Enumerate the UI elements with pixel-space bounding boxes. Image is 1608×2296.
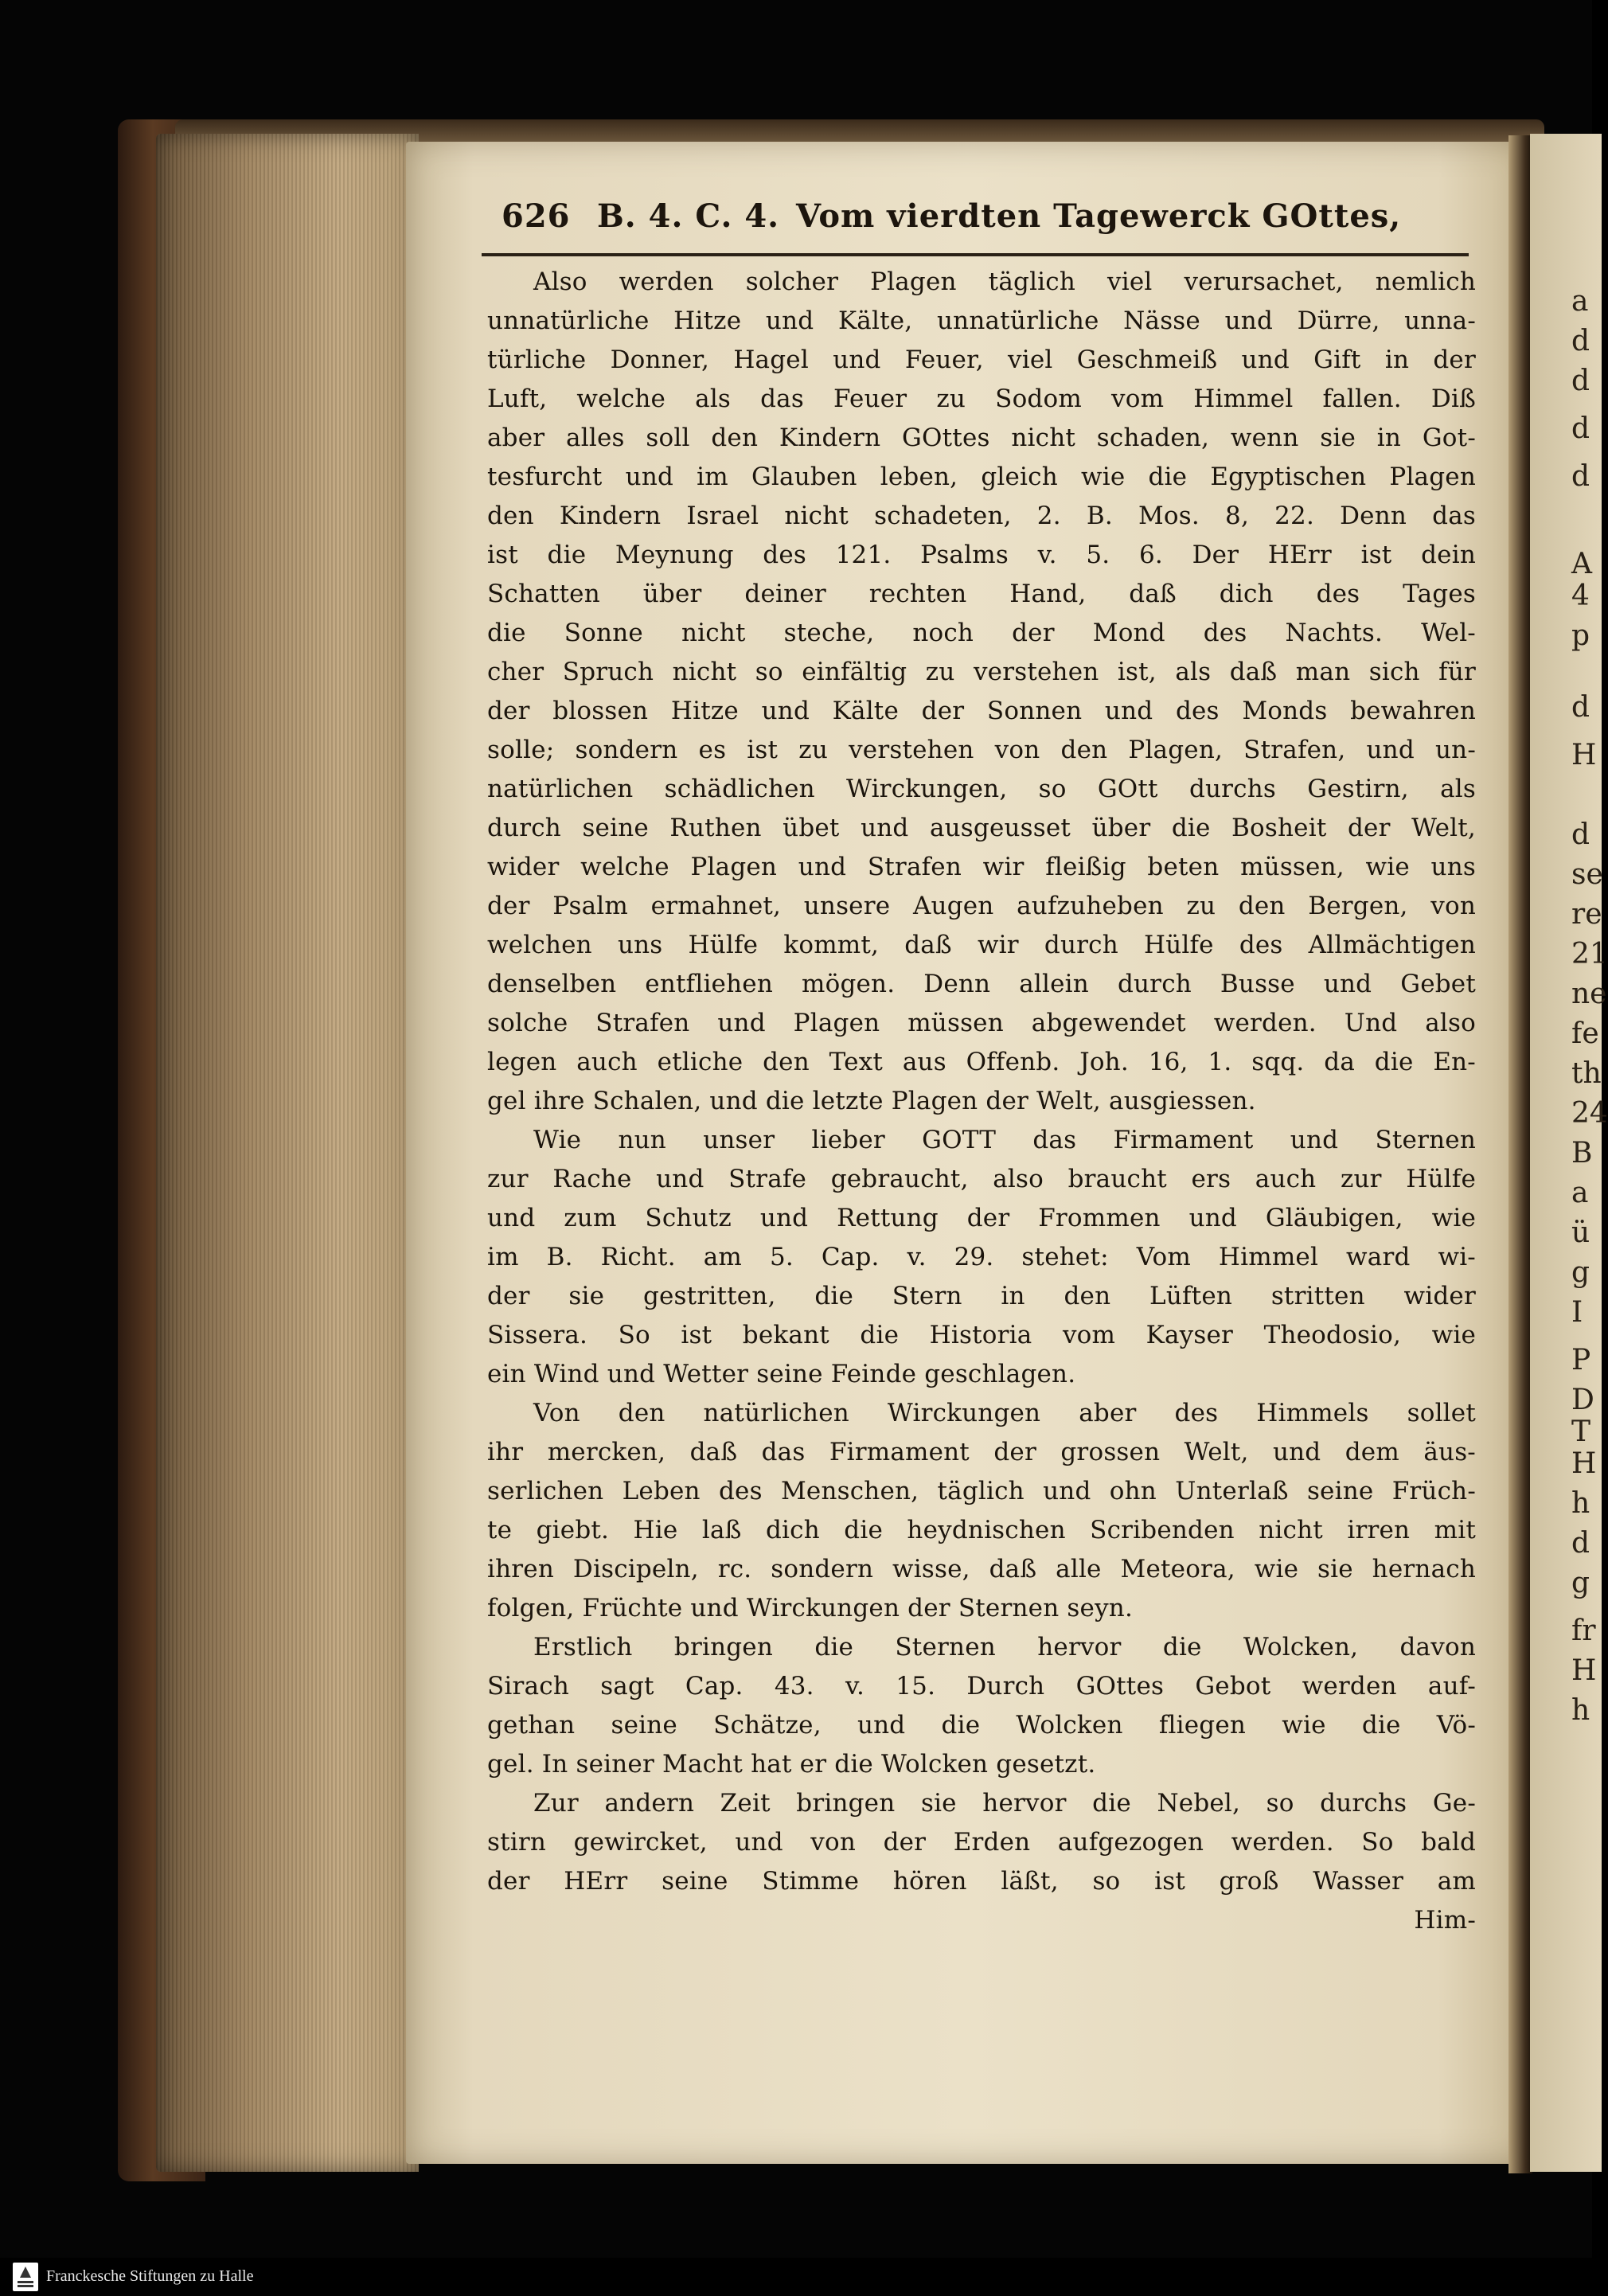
facing-page-fragment: D bbox=[1571, 1384, 1594, 1416]
facing-page-fragment: A bbox=[1571, 548, 1592, 580]
facing-page-fragment: h bbox=[1571, 1487, 1590, 1520]
book-gutter bbox=[1508, 135, 1532, 2173]
text-line: die Sonne nicht steche, noch der Mond des Nachts. Wel- bbox=[487, 619, 1476, 647]
text-line: wider welche Plagen und Strafen wir fleißig beten müssen, wie uns bbox=[487, 853, 1476, 881]
text-line: legen auch etliche den Text aus Offenb. Joh. 16, 1. sqq. da die En- bbox=[487, 1048, 1476, 1076]
facing-page-fragment: H bbox=[1571, 1654, 1597, 1687]
text-line: tesfurcht und im Glauben leben, gleich wie die Egyptischen Plagen bbox=[487, 463, 1476, 491]
footer-bar bbox=[0, 2258, 1592, 2296]
text-line: serlichen Leben des Menschen, täglich und ohn Unterlaß seine Früch- bbox=[487, 1477, 1476, 1505]
catchword: Him- bbox=[1414, 1906, 1476, 1935]
facing-page-fragment: T bbox=[1571, 1415, 1591, 1448]
facing-page-fragment: I bbox=[1571, 1296, 1583, 1329]
text-line: türliche Donner, Hagel und Feuer, viel Geschmeiß und Gift in der bbox=[487, 346, 1476, 374]
text-line: welchen uns Hülfe kommt, daß wir durch Hülfe des Allmächtigen bbox=[487, 931, 1476, 959]
facing-page-fragment: 4 bbox=[1571, 580, 1590, 612]
text-line: cher Spruch nicht so einfältig zu verstehen ist, als daß man sich für bbox=[487, 658, 1476, 686]
text-line: aber alles soll den Kindern GOttes nicht schaden, wenn sie in Got- bbox=[487, 424, 1476, 452]
text-line: gethan seine Schätze, und die Wolcken fliegen wie die Vö- bbox=[487, 1711, 1476, 1740]
text-line: Wie nun unser lieber GOTT das Firmament und Sternen bbox=[533, 1126, 1476, 1154]
facing-page-fragment: h bbox=[1571, 1694, 1590, 1727]
facing-page-fragment: B bbox=[1571, 1137, 1593, 1169]
facing-page-fragment: se bbox=[1571, 858, 1603, 891]
text-line: der sie gestritten, die Stern in den Lüften stritten wider bbox=[487, 1282, 1476, 1310]
institution-name: Franckesche Stiftungen zu Halle bbox=[46, 2267, 254, 2285]
text-line: Sissera. So ist bekant die Historia vom Kayser Theodosio, wie bbox=[487, 1321, 1476, 1349]
head-rule bbox=[482, 253, 1469, 256]
text-line: Zur andern Zeit bringen sie hervor die Nebel, so durchs Ge- bbox=[533, 1789, 1476, 1818]
text-line: stirn gewircket, und von der Erden aufgezogen werden. So bald bbox=[487, 1828, 1476, 1857]
facing-page-fragment: ü bbox=[1571, 1216, 1590, 1249]
facing-page-fragment: 24 bbox=[1571, 1097, 1608, 1130]
text-line: ein Wind und Wetter seine Feinde geschlagen. bbox=[487, 1360, 1076, 1388]
running-title: Vom vierdten Tagewerck GOttes, bbox=[796, 197, 1402, 235]
body-text bbox=[487, 263, 1476, 1940]
text-line: durch seine Ruthen übet und ausgeusset über die Bosheit der Welt, bbox=[487, 814, 1476, 842]
text-line: und zum Schutz und Rettung der Frommen und Gläubigen, wie bbox=[487, 1204, 1476, 1232]
facing-page-fragment: a bbox=[1571, 1177, 1589, 1209]
facing-page-fragment: d bbox=[1571, 412, 1590, 445]
text-line: te giebt. Hie laß dich die heydnischen Scribenden nicht irren mit bbox=[487, 1516, 1476, 1544]
facing-page-fragment: re bbox=[1571, 898, 1602, 931]
page-fore-edge bbox=[156, 134, 419, 2172]
text-line: ist die Meynung des 121. Psalms v. 5. 6. Der HErr ist dein bbox=[487, 541, 1476, 569]
text-line: gel ihre Schalen, und die letzte Plagen der Welt, ausgiessen. bbox=[487, 1087, 1256, 1115]
facing-page-fragment: d bbox=[1571, 691, 1590, 724]
facing-page-fragment: d bbox=[1571, 365, 1590, 397]
text-line: der blossen Hitze und Kälte der Sonnen und des Monds bewahren bbox=[487, 697, 1476, 725]
text-line: gel. In seiner Macht hat er die Wolcken gesetzt. bbox=[487, 1750, 1096, 1779]
facing-page-fragment: d bbox=[1571, 460, 1590, 493]
text-line: Luft, welche als das Feuer zu Sodom vom Himmel fallen. Diß bbox=[487, 385, 1476, 413]
facing-page-fragment: H bbox=[1571, 739, 1597, 771]
running-head bbox=[502, 197, 1481, 245]
section-reference: B. 4. C. 4. bbox=[597, 197, 780, 235]
facing-page-fragment: fr bbox=[1571, 1615, 1596, 1647]
text-line: Erstlich bringen die Sternen hervor die Wolcken, davon bbox=[533, 1633, 1476, 1661]
text-line: der Psalm ermahnet, unsere Augen aufzuheben zu den Bergen, von bbox=[487, 892, 1476, 920]
text-line: denselben entfliehen mögen. Denn allein durch Busse und Gebet bbox=[487, 970, 1476, 998]
facing-page-fragment: ne bbox=[1571, 978, 1607, 1010]
page-number: 626 bbox=[502, 197, 571, 235]
facing-page-fragment: d bbox=[1571, 818, 1590, 851]
text-line: unnatürliche Hitze und Kälte, unnatürliche Nässe und Dürre, unna- bbox=[487, 307, 1476, 335]
text-line: Also werden solcher Plagen täglich viel verursachet, nemlich bbox=[533, 267, 1476, 296]
text-line: Schatten über deiner rechten Hand, daß dich des Tages bbox=[487, 580, 1476, 608]
facing-page-fragment: d bbox=[1571, 1527, 1590, 1560]
text-line: folgen, Früchte und Wirckungen der Sternen seyn. bbox=[487, 1594, 1133, 1622]
facing-page-fragment: g bbox=[1571, 1256, 1590, 1289]
facing-page-fragment: p bbox=[1571, 619, 1590, 652]
text-line: solche Strafen und Plagen müssen abgewendet werden. Und also bbox=[487, 1009, 1476, 1037]
text-line: solle; sondern es ist zu verstehen von den Plagen, Strafen, und un- bbox=[487, 736, 1476, 764]
text-line: ihren Discipeln, rc. sondern wisse, daß alle Meteora, wie sie hernach bbox=[487, 1555, 1476, 1583]
facing-page-fragment: a bbox=[1571, 285, 1589, 318]
facing-page-fragment: H bbox=[1571, 1447, 1597, 1480]
facing-page-fragment: fe bbox=[1571, 1017, 1599, 1050]
facing-page-fragment: 21 bbox=[1571, 938, 1608, 970]
text-line: Sirach sagt Cap. 43. v. 15. Durch GOttes Gebot werden auf- bbox=[487, 1672, 1476, 1701]
text-line: im B. Richt. am 5. Cap. v. 29. stehet: Vom Himmel ward wi- bbox=[487, 1243, 1476, 1271]
institution-logo-icon bbox=[13, 2263, 38, 2291]
text-line: Von den natürlichen Wirckungen aber des Himmels sollet bbox=[533, 1399, 1476, 1427]
facing-page-fragment: P bbox=[1571, 1344, 1591, 1376]
text-line: den Kindern Israel nicht schadeten, 2. B. Mos. 8, 22. Denn das bbox=[487, 502, 1476, 530]
facing-page-fragment: d bbox=[1571, 325, 1590, 357]
text-line: der HErr seine Stimme hören läßt, so ist groß Wasser am bbox=[487, 1867, 1476, 1896]
facing-page-fragment: g bbox=[1571, 1567, 1590, 1599]
facing-page-fragment: th bbox=[1571, 1057, 1602, 1090]
text-line: natürlichen schädlichen Wirckungen, so GOtt durchs Gestirn, als bbox=[487, 775, 1476, 803]
text-line: zur Rache und Strafe gebraucht, also braucht ers auch zur Hülfe bbox=[487, 1165, 1476, 1193]
facing-page-edge bbox=[1530, 134, 1608, 2172]
text-line: ihr mercken, daß das Firmament der grossen Welt, und dem äus- bbox=[487, 1438, 1476, 1466]
